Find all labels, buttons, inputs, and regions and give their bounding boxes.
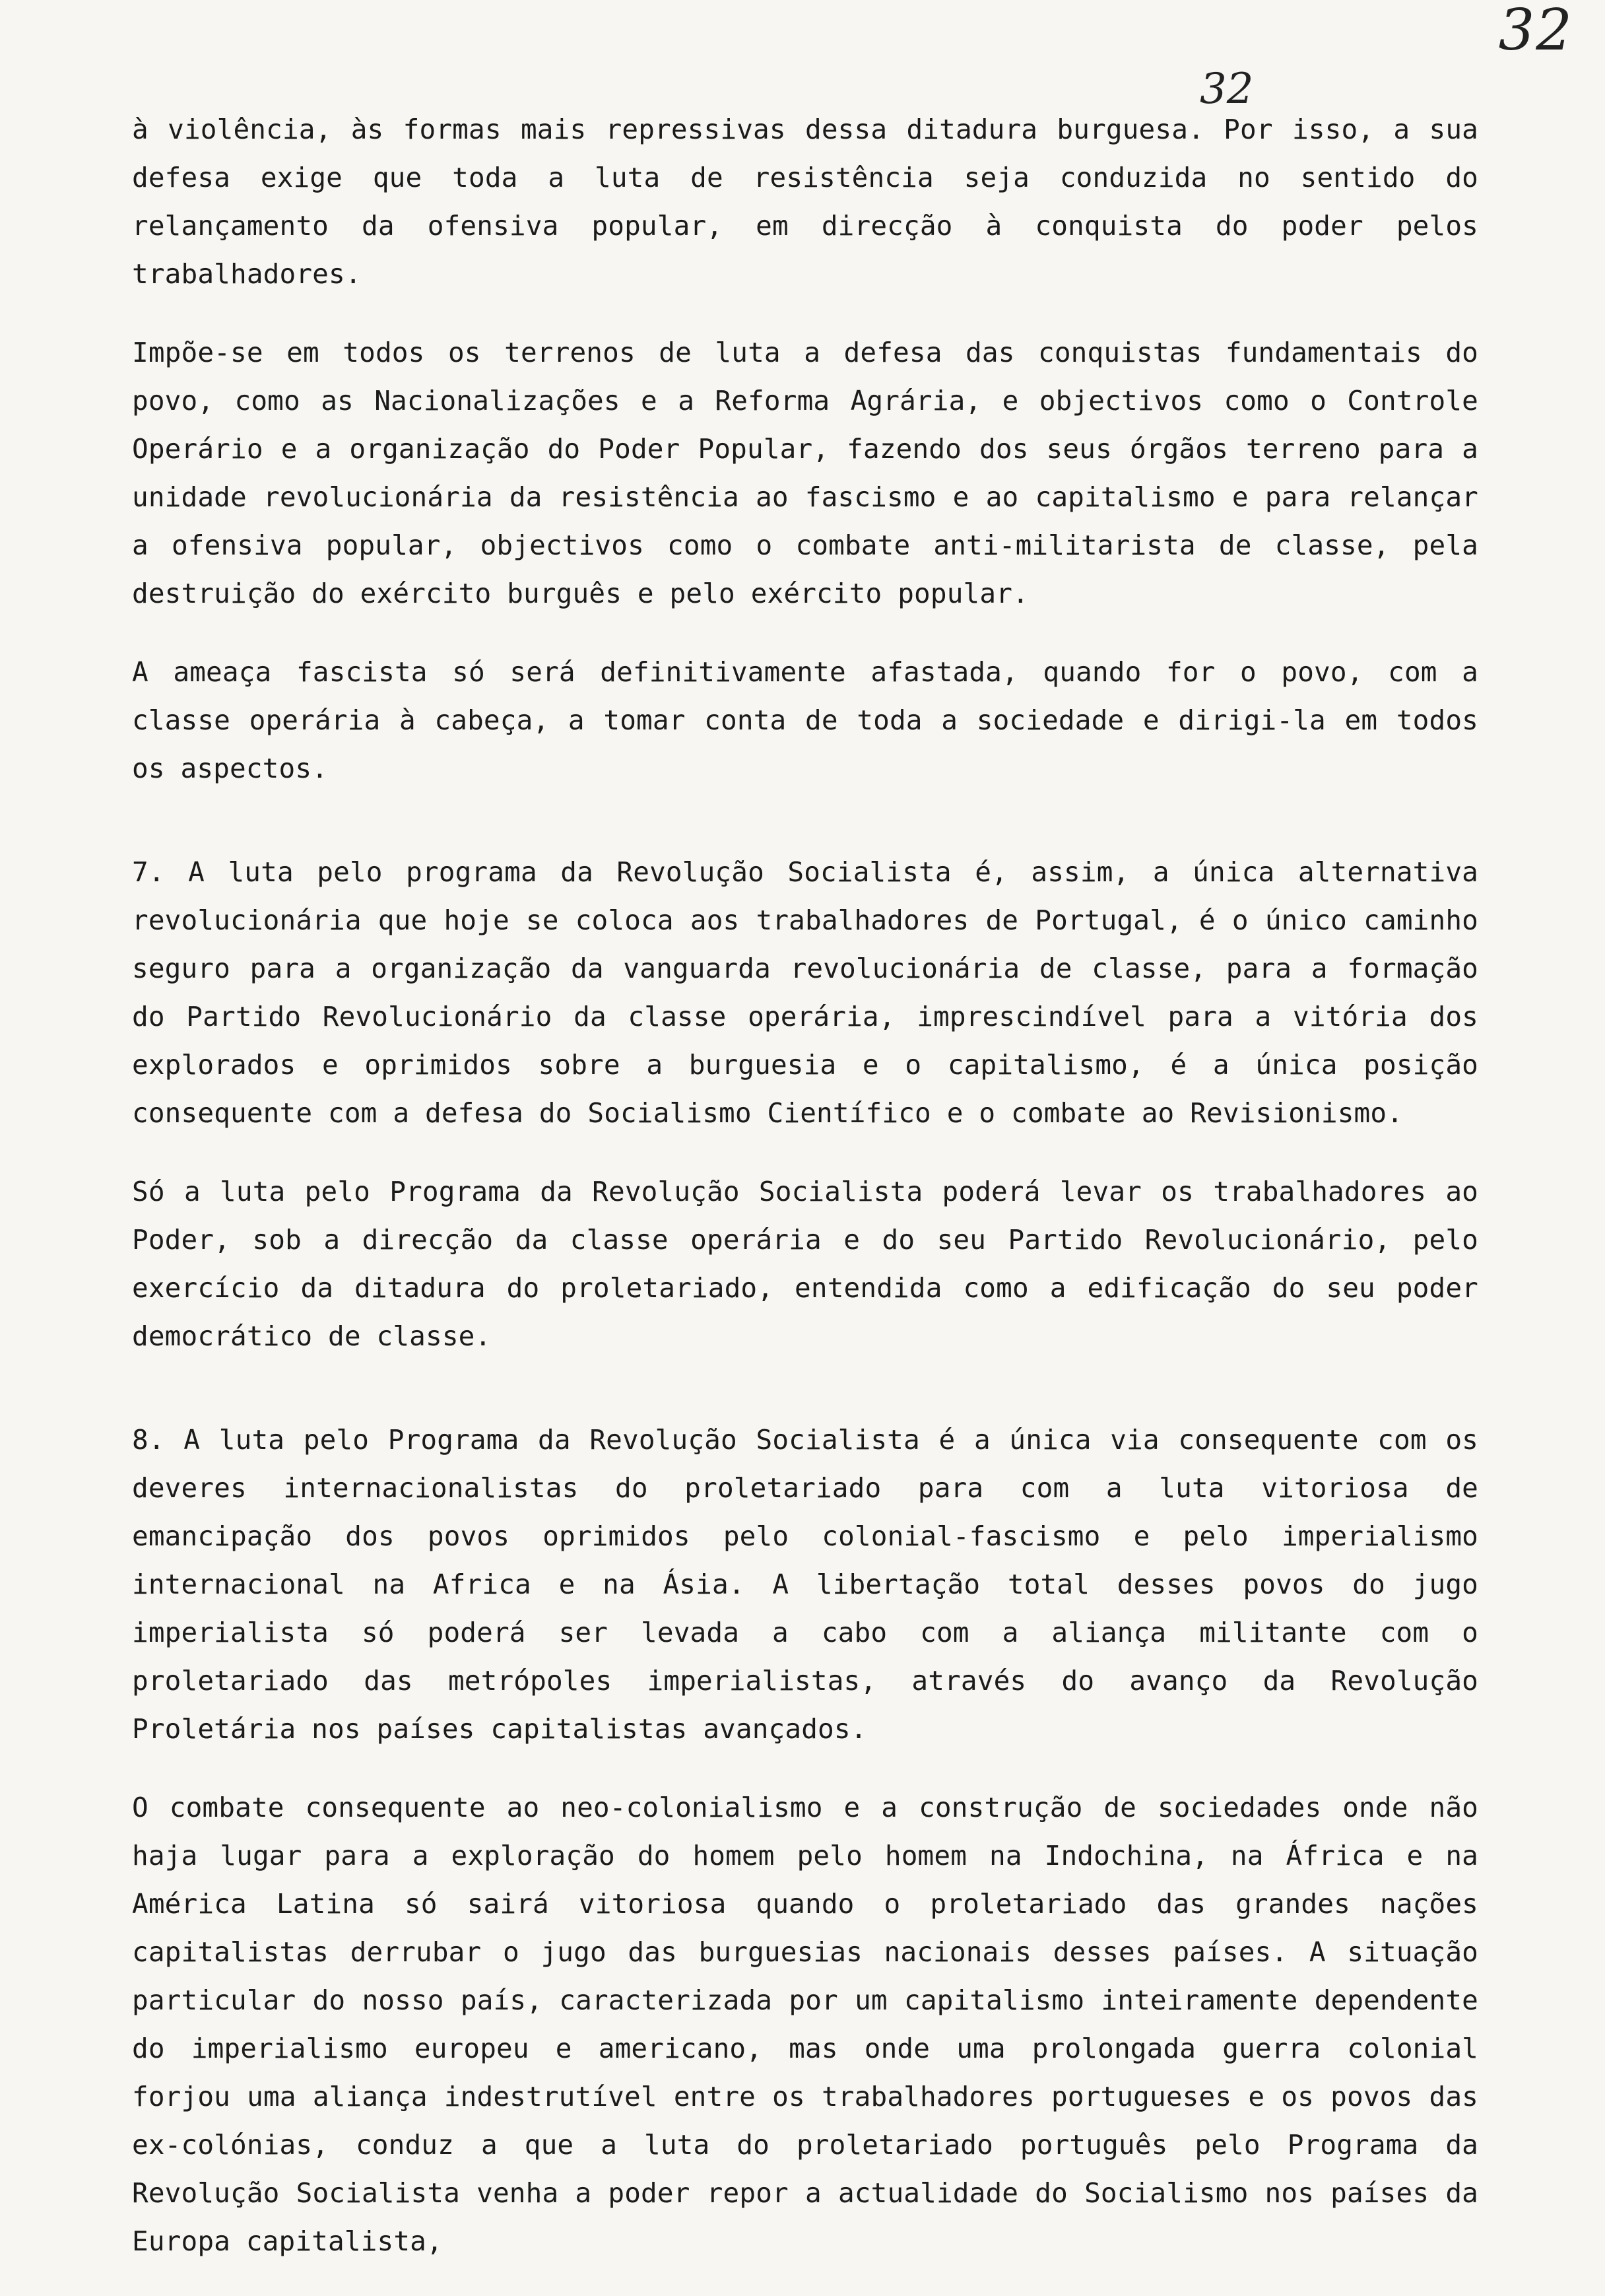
document-body bbox=[132, 106, 1478, 2296]
paragraph-point-8: 8. A luta pelo Programa da Revolução Socialista é a única via consequente com os deveres internacionalistas do proletariado para com a luta vitoriosa de emancipação dos povos oprimidos pelo colonial-fascismo e pelo imperialismo internacional na Africa e na Ásia. A libertação total desses povos do jugo imperialista só poderá ser levada a cabo com a aliança militante com o proletariado das metrópoles imperialistas, através do avanço da Revolução Proletária nos países capitalistas avançados. bbox=[132, 1424, 1478, 1745]
paragraph-conquests: Impõe-se em todos os terrenos de luta a defesa das conquistas fundamentais do povo, como as Nacionalizações e a Reforma Agrária, e objectivos como o Controle Operário e a organização do Poder Popular, fazendo dos seus órgãos terreno para a unidade revolucionária da resistência ao fascismo e ao capitalismo e para relançar a ofensiva popular, objectivos como o combate anti-militarista de classe, pela destruição do exército burguês e pelo exército popular. bbox=[132, 337, 1478, 609]
page-number-corner: 32 bbox=[1498, 0, 1573, 63]
paragraph-continuation: à violência, às formas mais repressivas dessa ditadura burguesa. Por isso, a sua defesa exige que toda a luta de resistência seja conduzida no sentido do relançamento da ofensiva popular, em direcção à conquista do poder pelos trabalhadores. bbox=[132, 114, 1478, 290]
paragraph-neo-colonialism: O combate consequente ao neo-colonialismo e a construção de sociedades onde não haja lugar para a exploração do homem pelo homem na Indochina, na África e na América Latina só sairá vitoriosa quando o proletariado das grandes nações capitalistas derrubar o jugo das burguesias nacionais desses países. A situação particular do nosso país, caracterizada por um capitalismo inteiramente dependente do imperialismo europeu e americano, mas onde uma prolongada guerra colonial forjou uma aliança indestrutível entre os trabalhadores portugueses e os povos das ex-colónias, conduz a que a luta do proletariado português pelo Programa da Revolução Socialista venha a poder repor a actualidade do Socialismo nos países da Europa capitalista, bbox=[132, 1792, 1478, 2257]
paragraph-power: Só a luta pelo Programa da Revolução Socialista poderá levar os trabalhadores ao Poder, sob a direcção da classe operária e do seu Partido Revolucionário, pelo exercício da ditadura do proletariado, entendida como a edificação do seu poder democrático de classe. bbox=[132, 1176, 1478, 1352]
paragraph-point-7: 7. A luta pelo programa da Revolução Socialista é, assim, a única alternativa revolucionária que hoje se coloca aos trabalhadores de Portugal, é o único caminho seguro para a organização da vanguarda revolucionária de classe, para a formação do Partido Revolucionário da classe operária, imprescindível para a vitória dos explorados e oprimidos sobre a burguesia e o capitalismo, é a única posição consequente com a defesa do Socialismo Científico e o combate ao Revisionismo. bbox=[132, 856, 1478, 1129]
paragraph-fascist-threat: A ameaça fascista só será definitivamente afastada, quando for o povo, com a classe operária à cabeça, a tomar conta de toda a sociedade e dirigi-la em todos os aspectos. bbox=[132, 656, 1478, 784]
page-number-handwritten: 32 bbox=[1200, 65, 1254, 114]
